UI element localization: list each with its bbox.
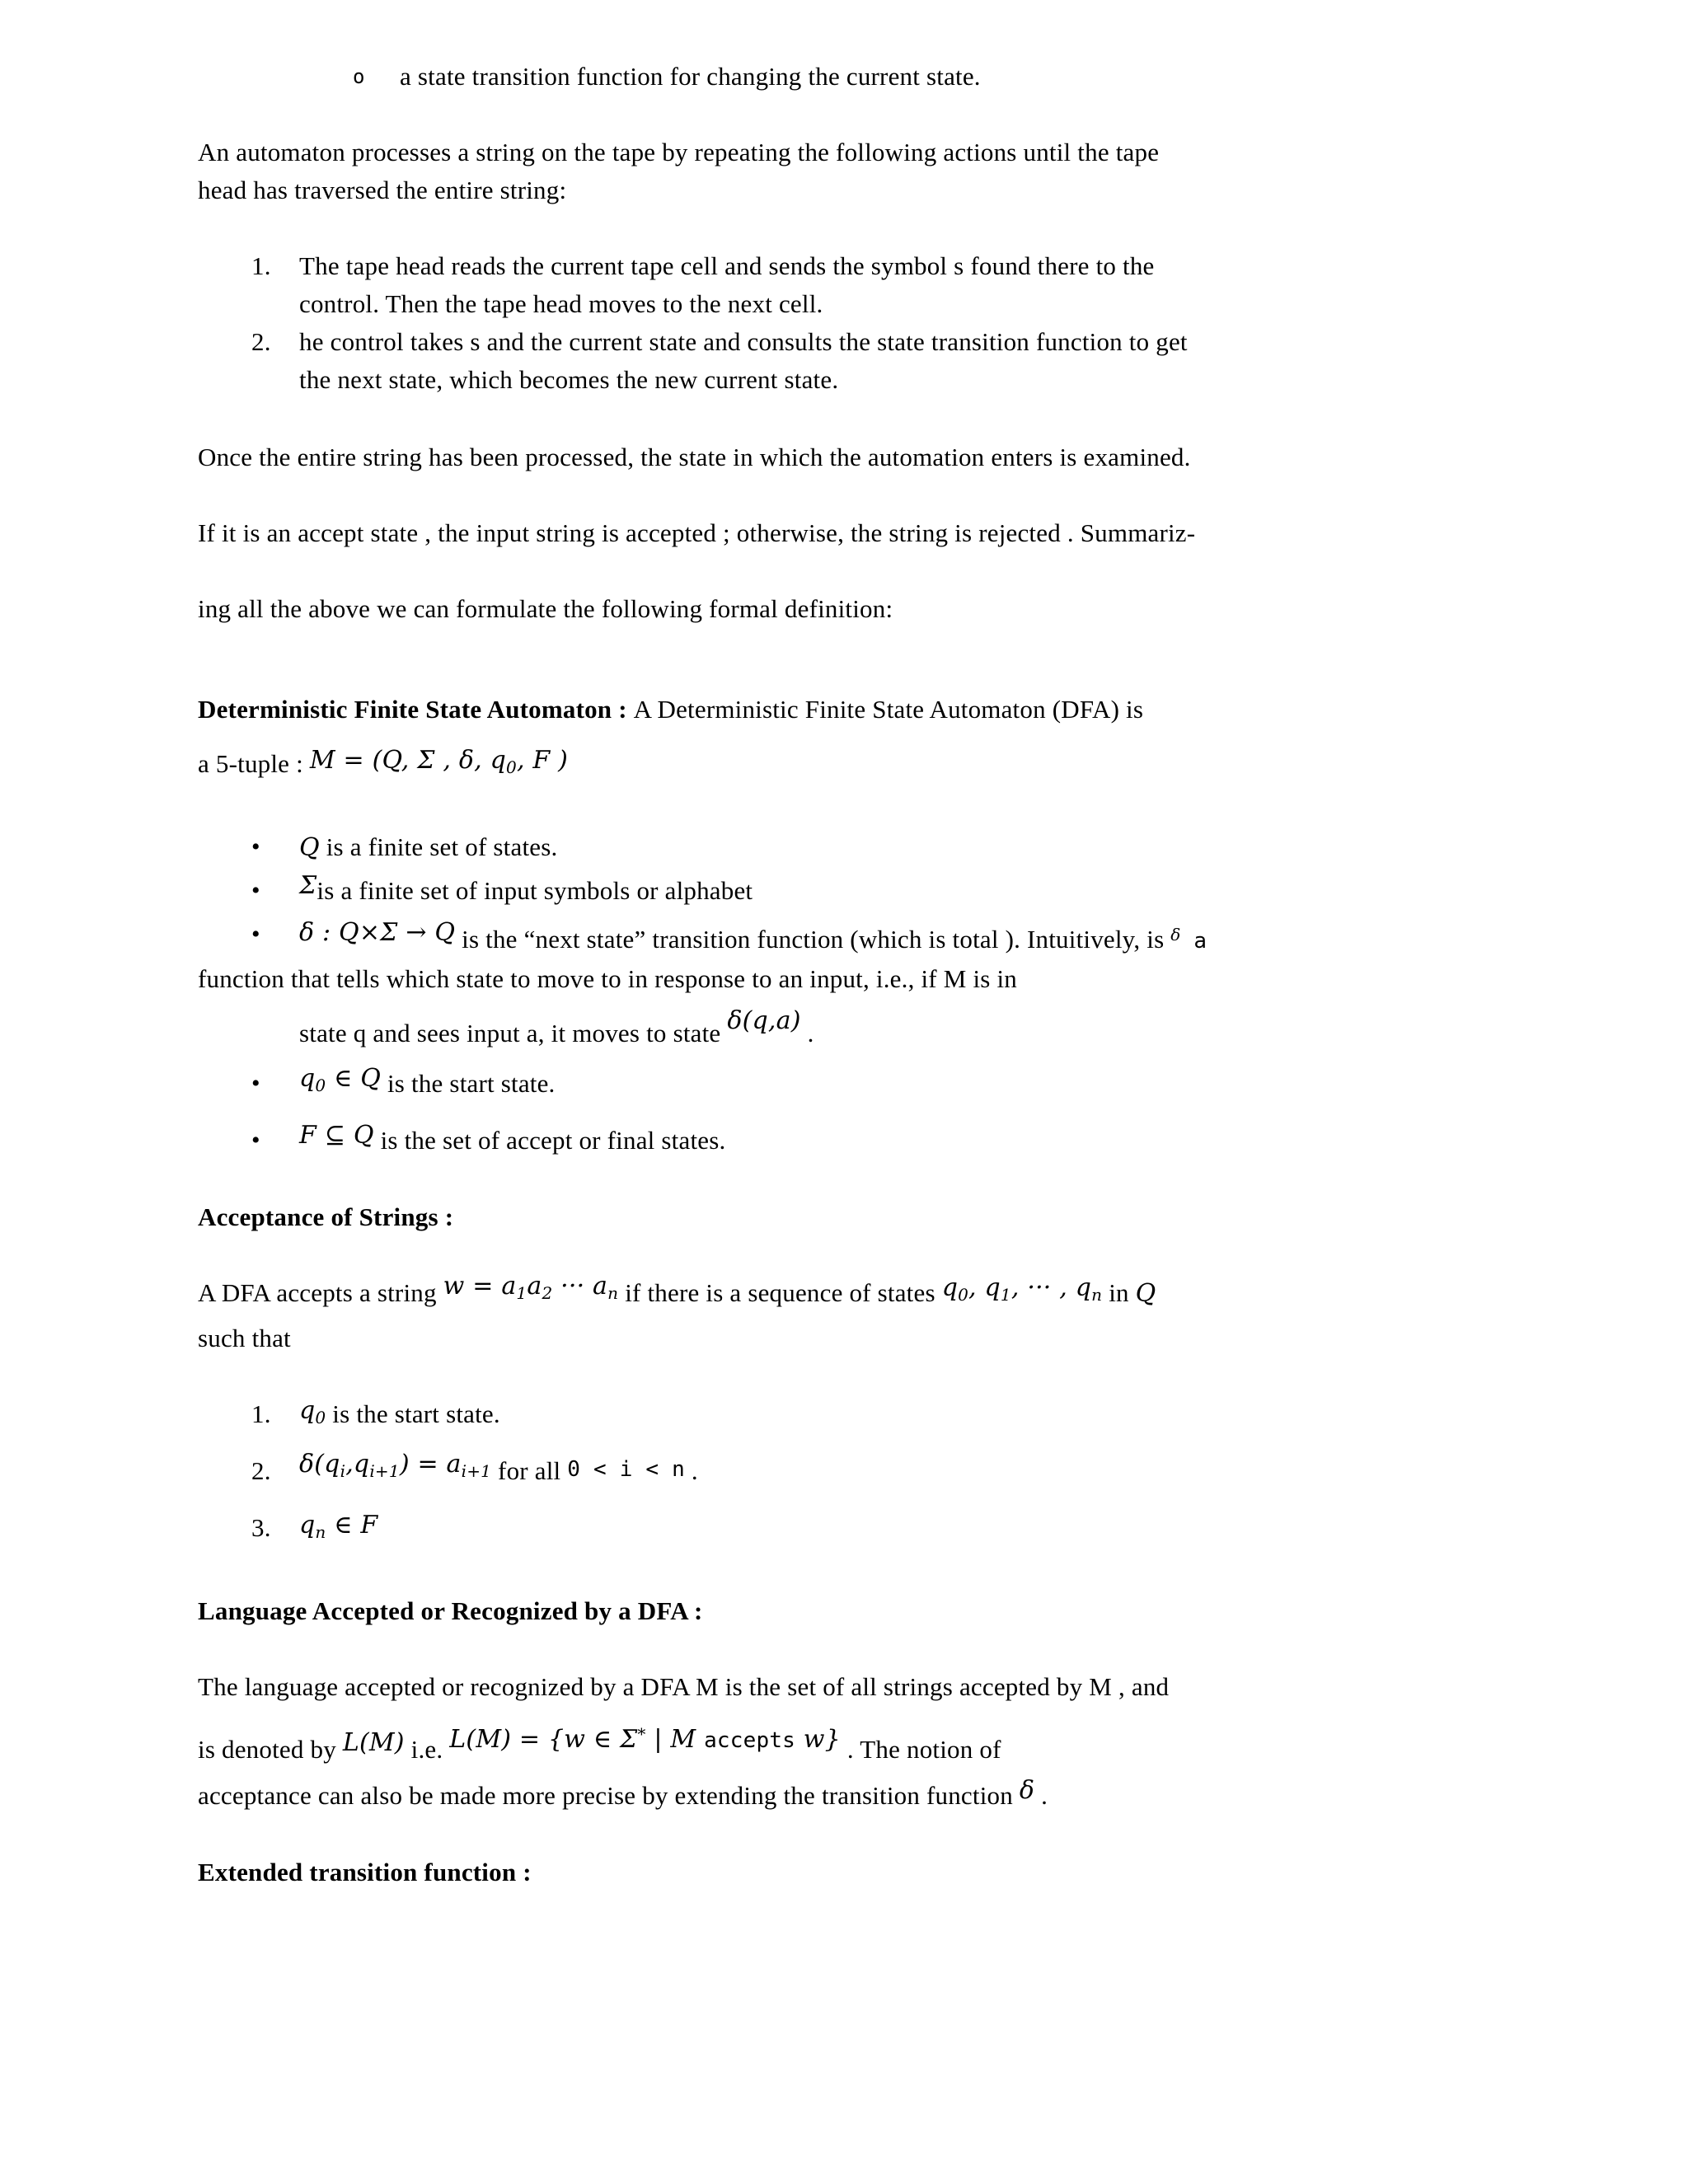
- math-run: i+1: [461, 1461, 492, 1481]
- list-marker: 2.: [251, 1456, 271, 1485]
- list-item: [198, 1509, 1441, 1554]
- math-run: w = a: [443, 1272, 517, 1301]
- math-run: 0: [315, 1076, 326, 1095]
- heading: [198, 1198, 1441, 1236]
- list-item: [198, 438, 1441, 476]
- math-run: δ(q,a): [727, 1006, 801, 1035]
- text-line: [198, 1668, 1441, 1706]
- list-marker: •: [251, 833, 260, 860]
- math-run: | M: [645, 1725, 705, 1754]
- list-item: [198, 590, 1441, 628]
- mono-run: 0 < i < n: [567, 1457, 685, 1482]
- text-line: [198, 1726, 1441, 1770]
- math-run: a: [527, 1272, 542, 1301]
- paragraph: [198, 514, 1441, 552]
- list-marker: 1.: [251, 1399, 271, 1428]
- math-run: i+1: [369, 1461, 400, 1481]
- text-run: The tape head reads the current tape cell and sends the symbol s found there to the: [299, 251, 1155, 280]
- text-line: [198, 1006, 1441, 1053]
- text-line: [198, 745, 1441, 790]
- list-item: [198, 1592, 1441, 1630]
- list-item: [198, 1274, 1441, 1357]
- list-marker: •: [251, 1127, 260, 1154]
- text-run: acceptance can also be made more precise by extending the transition function: [198, 1781, 1020, 1810]
- text-line: [198, 247, 1441, 285]
- list-marker: •: [251, 921, 260, 948]
- text-run: Once the entire string has been processed, the state in which the automation enters is examined.: [198, 443, 1191, 471]
- heading: [198, 1854, 1441, 1891]
- text-run: control. Then the tape head moves to the next cell.: [299, 289, 823, 318]
- text-run: state q and sees input a, it moves to state: [299, 1019, 728, 1047]
- math-run: , ··· , q: [1010, 1273, 1092, 1302]
- list-item: [198, 514, 1441, 552]
- math-run: q: [299, 1511, 316, 1540]
- text-line: [198, 828, 1441, 867]
- math-run: ,q: [345, 1450, 370, 1479]
- text-run: is a finite set of input symbols or alphabet: [316, 876, 753, 905]
- mono-run: accepts: [704, 1728, 796, 1753]
- list-item: [198, 916, 1441, 1053]
- math-run: n: [607, 1283, 619, 1303]
- math-run: *: [637, 1724, 646, 1744]
- bold-run: Deterministic Finite State Automaton :: [198, 695, 634, 724]
- text-line: [198, 1198, 1441, 1236]
- text-run: a state transition function for changing the current state.: [400, 62, 981, 91]
- bold-run: Acceptance of Strings :: [198, 1202, 454, 1231]
- text-line: [198, 134, 1441, 171]
- math-run: L(M): [342, 1728, 405, 1757]
- text-run: If it is an accept state , the input string is accepted ; otherwise, the string is rejected . Summariz-: [198, 518, 1196, 547]
- math-run: ) = a: [399, 1450, 462, 1479]
- text-run: he control takes s and the current state and consults the state transition function to get: [299, 327, 1188, 356]
- math-run: F ⊆ Q: [299, 1121, 374, 1150]
- math-run: ∈ Q: [326, 1064, 382, 1093]
- text-run: is the set of accept or final states.: [373, 1126, 726, 1155]
- math-run: 0: [315, 1408, 326, 1427]
- text-run: if there is a sequence of states: [618, 1278, 942, 1307]
- text-line: [198, 361, 1441, 399]
- text-run: for all: [491, 1456, 568, 1485]
- list-item: [198, 1122, 1441, 1160]
- text-line: [198, 58, 1441, 96]
- text-line: [198, 1319, 1441, 1357]
- mono-run: a: [1180, 929, 1207, 954]
- paragraph: [198, 1668, 1441, 1816]
- math-run: , F ): [516, 746, 569, 775]
- list-item: [198, 691, 1441, 790]
- text-line: [198, 1122, 1441, 1160]
- list-item: [198, 1668, 1441, 1816]
- ulist: [198, 828, 1441, 1160]
- text-run: The language accepted or recognized by a DFA M is the set of all strings accepted by M , and: [198, 1672, 1170, 1701]
- text-run: is denoted by: [198, 1735, 343, 1764]
- list-item: [198, 247, 1441, 323]
- list-marker: •: [251, 877, 260, 904]
- list-item: [198, 58, 1441, 96]
- math-run: δ: [1019, 1776, 1035, 1805]
- text-run: .: [684, 1456, 698, 1485]
- paragraph: [198, 438, 1441, 476]
- text-line: [198, 872, 1441, 911]
- text-run: the next state, which becomes the new current state.: [299, 365, 839, 394]
- text-line: [198, 1274, 1441, 1319]
- text-run: is the “next state” transition function (which is total ). Intuitively, is: [455, 925, 1171, 954]
- text-line: [198, 960, 1441, 998]
- text-run: i.e.: [404, 1735, 450, 1764]
- math-run: M = (Q, Σ , δ, q: [309, 746, 507, 775]
- math-run: n: [315, 1522, 326, 1542]
- math-run: Q: [1135, 1279, 1156, 1308]
- list-marker: •: [251, 1070, 260, 1097]
- text-run: is a finite set of states.: [319, 832, 558, 861]
- text-line: [198, 438, 1441, 476]
- math-run: q: [299, 1396, 316, 1425]
- text-run: a 5-tuple :: [198, 749, 310, 778]
- math-run: ∈ F: [326, 1511, 378, 1540]
- text-line: [198, 1065, 1441, 1110]
- list-item: [198, 1395, 1441, 1441]
- text-line: [198, 171, 1441, 209]
- olist: [198, 1395, 1441, 1554]
- heading: [198, 1592, 1441, 1630]
- text-run: function that tells which state to move to in response to an input, i.e., if M is in: [198, 964, 1018, 993]
- math-run: i: [340, 1461, 346, 1481]
- math-run: q: [299, 1064, 316, 1093]
- text-run: A DFA accepts a string: [198, 1278, 443, 1307]
- math-run: ··· a: [552, 1272, 608, 1301]
- text-line: [198, 514, 1441, 552]
- list-item: [198, 1198, 1441, 1236]
- math-run: 1: [1000, 1285, 1011, 1305]
- text-run: head has traversed the entire string:: [198, 176, 567, 204]
- math-run: 1: [516, 1283, 528, 1303]
- text-line: [198, 1509, 1441, 1554]
- text-run: .: [800, 1019, 814, 1047]
- paragraph: [198, 134, 1441, 209]
- text-line: [198, 916, 1441, 960]
- text-run: .: [1034, 1781, 1048, 1810]
- text-line: [198, 1854, 1441, 1891]
- text-run: . The notion of: [840, 1735, 1001, 1764]
- list-item: [198, 828, 1441, 867]
- math-run: w}: [795, 1725, 841, 1754]
- text-line: [198, 1452, 1441, 1497]
- list-item: [198, 1452, 1441, 1497]
- list-marker: o: [353, 65, 365, 88]
- math-run: 0: [958, 1285, 969, 1305]
- text-run: A Deterministic Finite State Automaton (DFA) is: [633, 695, 1144, 724]
- math-run: δ: [1170, 925, 1181, 944]
- list-item: [198, 323, 1441, 399]
- text-line: [198, 590, 1441, 628]
- text-line: [198, 1395, 1441, 1441]
- paragraph: [198, 691, 1441, 790]
- list-item: [198, 1854, 1441, 1891]
- math-run: Σ: [299, 871, 317, 900]
- text-line: [198, 1777, 1441, 1816]
- list-marker: 2.: [251, 327, 271, 356]
- math-run: L(M) = {w ∈ Σ: [449, 1725, 638, 1754]
- text-run: in: [1102, 1278, 1136, 1307]
- math-run: δ : Q×Σ → Q: [299, 918, 456, 947]
- list-item: [198, 872, 1441, 911]
- list-marker: 1.: [251, 251, 271, 280]
- text-line: [198, 285, 1441, 323]
- text-run: ing all the above we can formulate the following formal definition:: [198, 594, 893, 623]
- math-run: δ(q: [299, 1450, 340, 1479]
- text-run: is the start state.: [381, 1069, 556, 1098]
- math-run: q: [941, 1273, 959, 1302]
- text-line: [198, 691, 1441, 729]
- text-run: such that: [198, 1324, 291, 1352]
- math-run: , q: [968, 1273, 1001, 1302]
- bold-run: Extended transition function :: [198, 1858, 532, 1886]
- list-marker: 3.: [251, 1513, 271, 1542]
- text-line: [198, 323, 1441, 361]
- olist: [198, 247, 1441, 399]
- list-item: [198, 1065, 1441, 1110]
- math-run: 0: [506, 757, 517, 777]
- text-line: [198, 1592, 1441, 1630]
- text-run: is the start state.: [326, 1399, 500, 1428]
- paragraph: [198, 1274, 1441, 1357]
- paragraph: [198, 590, 1441, 628]
- math-run: n: [1091, 1285, 1103, 1305]
- list-item: [198, 134, 1441, 209]
- bullet-circle: [198, 58, 1441, 96]
- bold-run: Language Accepted or Recognized by a DFA :: [198, 1596, 703, 1625]
- text-run: An automaton processes a string on the tape by repeating the following actions until the tape: [198, 138, 1160, 166]
- math-run: 2: [542, 1283, 553, 1303]
- math-run: Q: [299, 833, 320, 862]
